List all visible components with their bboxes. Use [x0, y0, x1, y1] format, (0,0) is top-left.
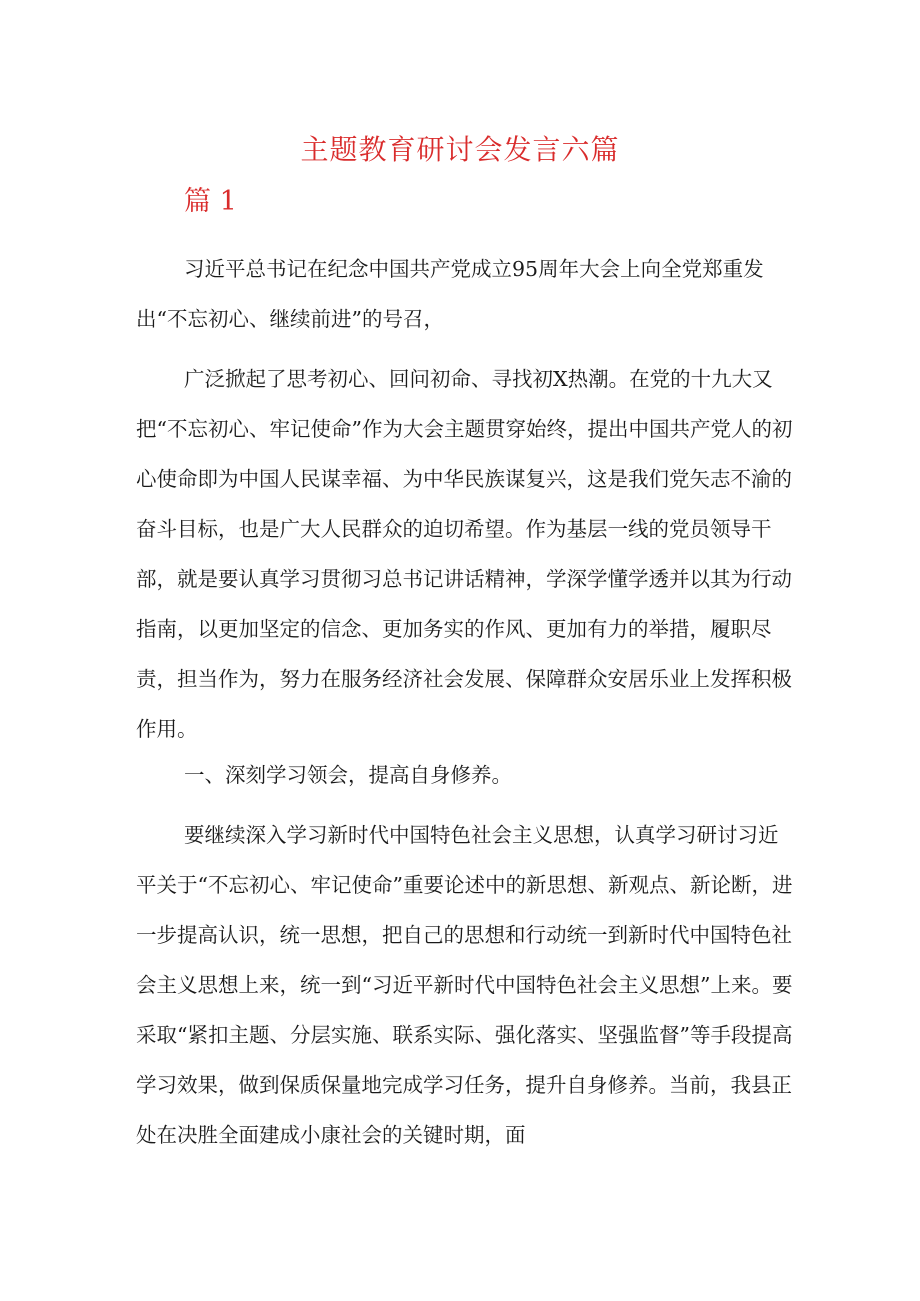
- paragraph-2: 广泛掀起了思考初心、回问初命、寻找初X热潮。在党的十九大又把“不忘初心、牢记使命”作为大会主题贯穿始终，提出中国共产党人的初心使命即为中国人民谋幸福、为中华民族谋复兴，这是我们党矢志不渝的奋斗目标，也是广大人民群众的迫切希望。作为基层一线的党员领导干部，就是要认真学习贯彻习总书记讲话精神，学深学懂学透并以其为行动指南，以更加坚定的信念、更加务实的作风、更加有力的举措，履职尽责，担当作为，努力在服务经济社会发展、保障群众安居乐业上发挥积极作用。: [136, 367, 793, 741]
- subsection-heading: 一、深刻学习领会，提高自身修养。: [184, 763, 512, 787]
- section-heading: 篇 1: [184, 186, 237, 217]
- paragraph-3: 要继续深入学习新时代中国特色社会主义思想，认真学习研讨习近平关于“不忘初心、牢记使命”重要论述中的新思想、新观点、新论断，进一步提高认识，统一思想，把自己的思想和行动统一到新时代中国特色社会主义思想上来，统一到“习近平新时代中国特色社会主义思想”上来。要采取“紧扣主题、分层实施、联系实际、强化落实、坚强监督”等手段提高学习效果，做到保质保量地完成学习任务，提升自身修养。当前，我县正处在决胜全面建成小康社会的关键时期，面: [136, 823, 793, 1147]
- document-title: 主题教育研讨会发言六篇: [300, 133, 620, 166]
- paragraph-1: 习近平总书记在纪念中国共产党成立95周年大会上向全党郑重发出“不忘初心、继续前进”的号召，: [136, 257, 764, 331]
